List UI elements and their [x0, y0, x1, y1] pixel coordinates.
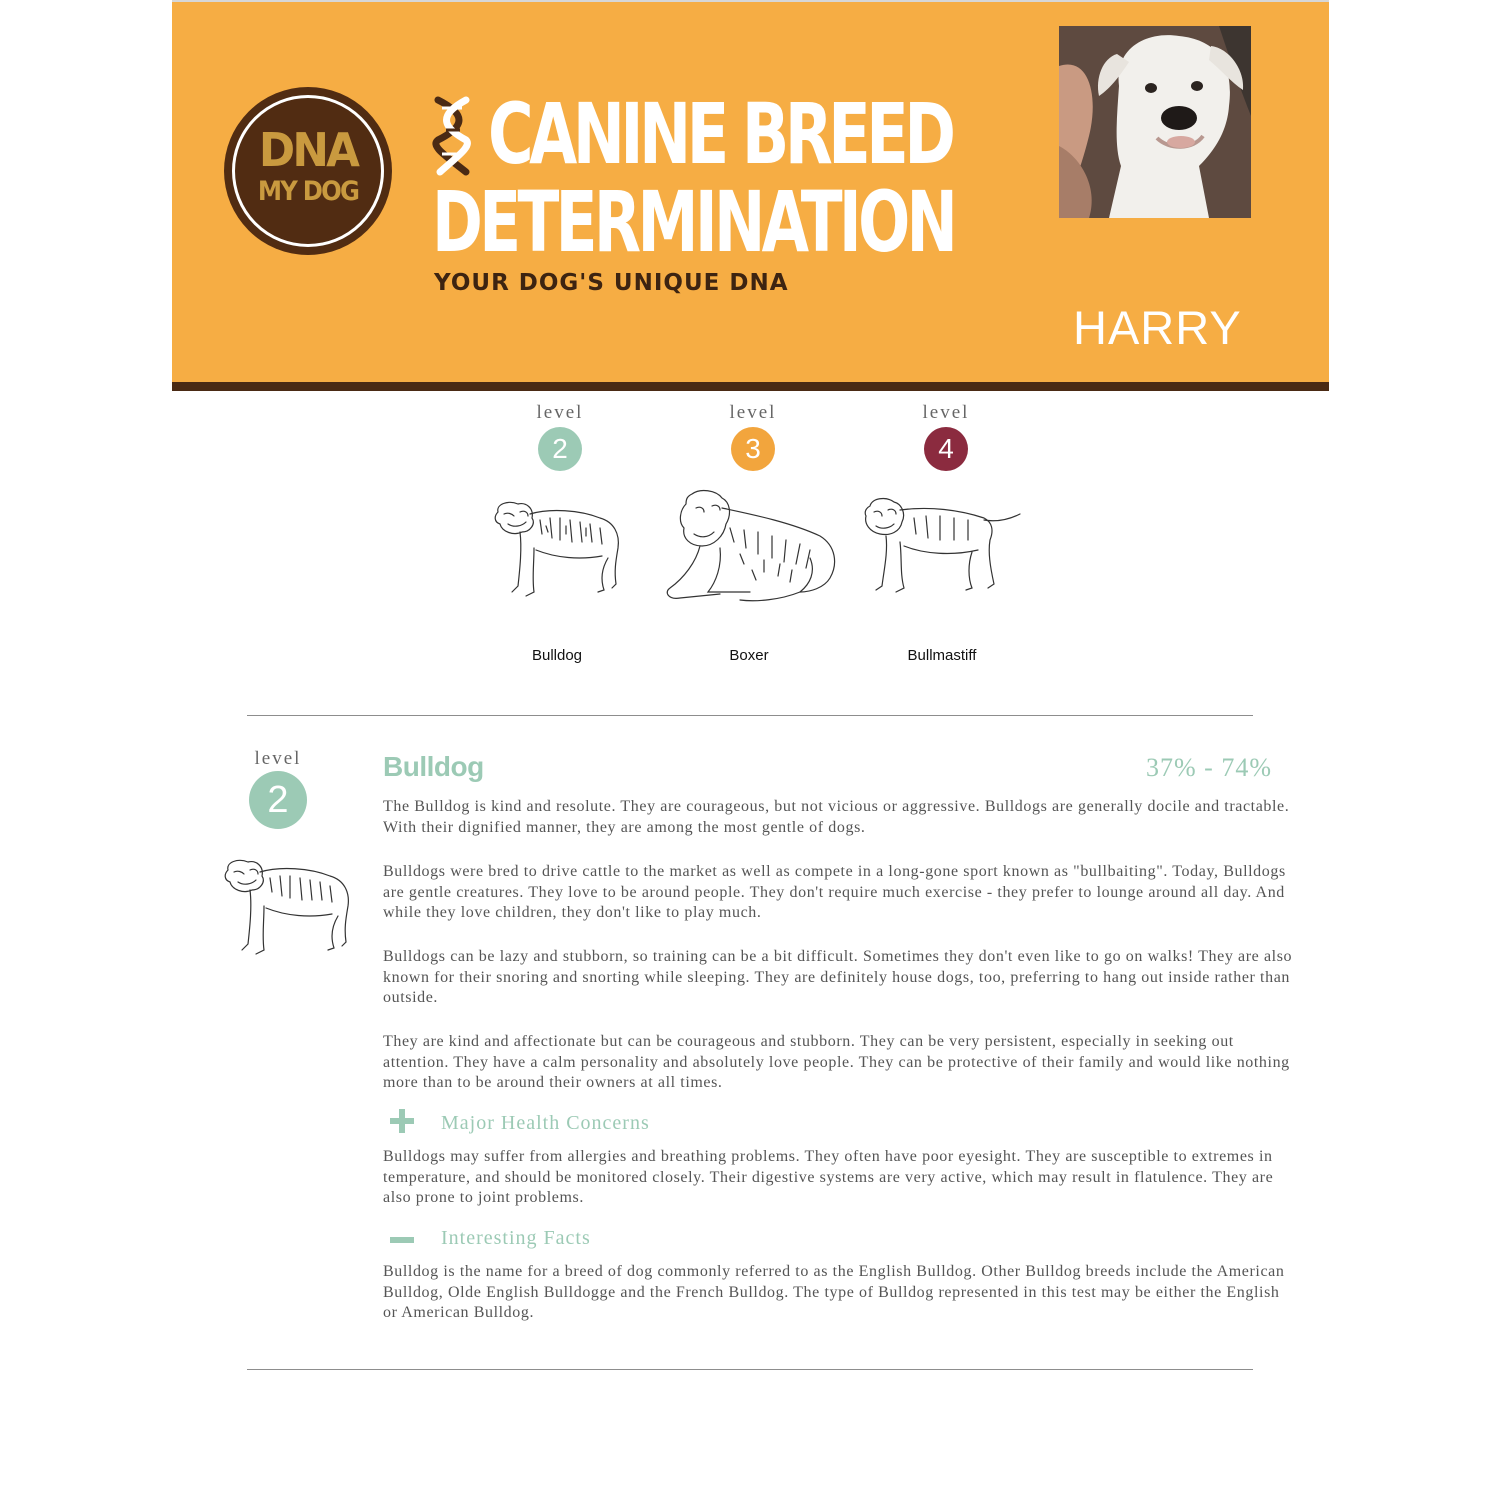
header-divider-bar	[172, 382, 1329, 391]
description-paragraph: Bulldogs were bred to drive cattle to the market as well as compete in a long-gone sport known as "bullbaiting". Today, Bulldogs are gentle creatures. They love to be around people. They don't require much exercise - they prefer to lounge around all day. And while they love children, they don't like to play much.	[383, 863, 1286, 921]
logo-text-my-dog: MY DOG	[257, 176, 359, 207]
level-label: level	[536, 402, 584, 423]
breed-name-bulldog: Bulldog	[531, 647, 583, 664]
detail-bulldog-sketch	[220, 856, 355, 961]
report-title-line1: CANINE BREED	[488, 85, 952, 183]
description-paragraph: The Bulldog is kind and resolute. They are courageous, but not vicious or aggressive. Bulldogs are generally docile and tractable. With their dignified manner, they are among the most gentle of dogs.	[383, 798, 1290, 836]
detail-level-label: level	[254, 748, 302, 769]
breed-level-column-bulldog	[465, 402, 655, 471]
breed-name-boxer: Boxer	[729, 647, 769, 664]
dna-my-dog-logo	[224, 87, 392, 255]
bulldog-sketch	[490, 498, 625, 603]
boxer-sketch	[660, 488, 840, 610]
level-badge: 2	[538, 427, 582, 471]
level-badge: 3	[731, 427, 775, 471]
section-divider-top	[247, 715, 1253, 716]
dog-photo-image	[1059, 26, 1251, 218]
report-title-line2: DETERMINATION	[432, 173, 955, 271]
dog-photo	[1059, 26, 1251, 218]
breed-level-column-bullmastiff	[851, 402, 1041, 471]
detail-level-badge: 2	[249, 771, 307, 829]
dog-name: HARRY	[1073, 301, 1242, 354]
dna-helix-icon	[432, 96, 474, 176]
plus-icon	[390, 1109, 414, 1133]
breed-name-bullmastiff: Bullmastiff	[907, 647, 977, 664]
minus-icon	[390, 1237, 414, 1243]
bullmastiff-sketch	[860, 496, 1025, 601]
health-concerns-text: Bulldogs may suffer from allergies and breathing problems. They often have poor eyesight. They are susceptible to extremes in temperature, and should be monitored closely. Their digestive systems are very active, which may result in flatulence. They are also prone to joint problems.	[383, 1148, 1274, 1206]
description-paragraph: Bulldogs can be lazy and stubborn, so training can be a bit difficult. Sometimes they don't even like to go on walks! They are also known for their snoring and snorting while sleeping. They are definitely house dogs, too, preferring to hang out inside rather than outside.	[383, 948, 1293, 1006]
section-divider-bottom	[247, 1369, 1253, 1370]
level-label: level	[729, 402, 777, 423]
report-subtitle: YOUR DOG'S UNIQUE DNA	[434, 270, 789, 296]
detail-breed-title: Bulldog	[383, 751, 484, 782]
description-paragraph: They are kind and affectionate but can be courageous and stubborn. They can be very persistent, especially in seeking out attention. They have a calm personality and absolutely love people. They can be protective of their family and would like nothing more than to be around their owners at all times.	[383, 1033, 1290, 1091]
health-concerns-heading: Major Health Concerns	[441, 1112, 650, 1134]
logo-text-dna: DNA	[258, 123, 358, 177]
interesting-facts-text: Bulldog is the name for a breed of dog commonly referred to as the English Bulldog. Other Bulldog breeds include the American Bulldog, Olde English Bulldogge and the French Bulldog. The type of Bulldog represented in this test may be either the English or American Bulldog.	[383, 1263, 1285, 1321]
level-label: level	[922, 402, 970, 423]
detail-percentage-range: 37% - 74%	[1146, 753, 1272, 782]
level-badge: 4	[924, 427, 968, 471]
breed-level-column-boxer	[658, 402, 848, 471]
interesting-facts-heading: Interesting Facts	[441, 1227, 591, 1249]
